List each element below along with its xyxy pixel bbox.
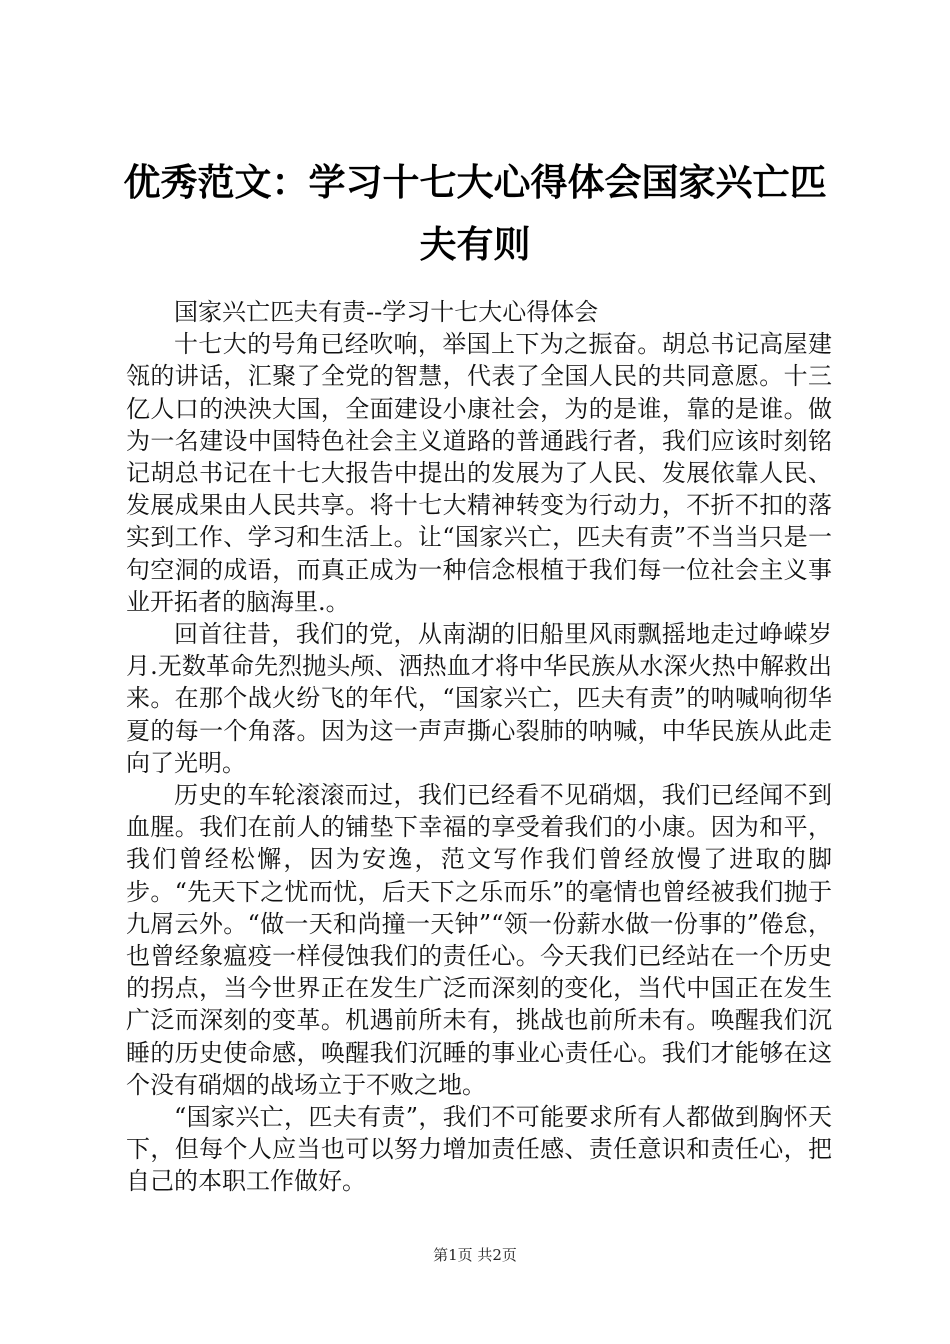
document-body [126, 296, 832, 1198]
paragraph: 回首往昔，我们的党，从南湖的旧船里风雨飘摇地走过峥嵘岁月.无数革命先烈抛头颅、洒热血才将中华民族从水深火热中解救出来。在那个战火纷飞的年代，“国家兴亡，匹夫有责”的呐喊响彻华夏的每一个角落。因为这一声声撕心裂肺的呐喊，中华民族从此走向了光明。 [126, 620, 832, 777]
page-footer: 第1页 共2页 [433, 1246, 517, 1264]
document-subtitle: 国家兴亡匹夫有责--学习十七大心得体会 [174, 298, 599, 326]
paragraph: “国家兴亡，匹夫有责”，我们不可能要求所有人都做到胸怀天下，但每个人应当也可以努力增加责任感、责任意识和责任心，把自己的本职工作做好。 [126, 1103, 832, 1196]
document-title: 优秀范文：学习十七大心得体会国家兴亡匹夫有则 [123, 161, 827, 266]
paragraph: 历史的车轮滚滚而过，我们已经看不见硝烟，我们已经闻不到血腥。我们在前人的铺垫下幸福的享受着我们的小康。因为和平，我们曾经松懈，因为安逸，范文写作我们曾经放慢了进取的脚步。“先天下之忧而忧，后天下之乐而乐”的毫情也曾经被我们抛于九屑云外。“做一天和尚撞一天钟”“领一份薪水做一份事的”倦怠，也曾经象瘟疫一样侵蚀我们的责任心。今天我们已经站在一个历史的拐点，当今世界正在发生广泛而深刻的变化，当代中国正在发生广泛而深刻的变革。机遇前所未有，挑战也前所未有。唤醒我们沉睡的历史使命感，唤醒我们沉睡的事业心责任心。我们才能够在这个没有硝烟的战场立于不败之地。 [126, 781, 832, 1099]
paragraph: 十七大的号角已经吹响，举国上下为之振奋。胡总书记高屋建瓴的讲话，汇聚了全党的智慧，代表了全国人民的共同意愿。十三亿人口的泱泱大国，全面建设小康社会，为的是谁，靠的是谁。做为一名建设中国特色社会主义道路的普通践行者，我们应该时刻铭记胡总书记在十七大报告中提出的发展为了人民、发展依靠人民、发展成果由人民共享。将十七大精神转变为行动力，不折不扣的落实到工作、学习和生活上。让“国家兴亡，匹夫有责”不当当只是一句空洞的成语，而真正成为一种信念根植于我们每一位社会主义事业开拓者的脑海里.。 [126, 330, 832, 616]
